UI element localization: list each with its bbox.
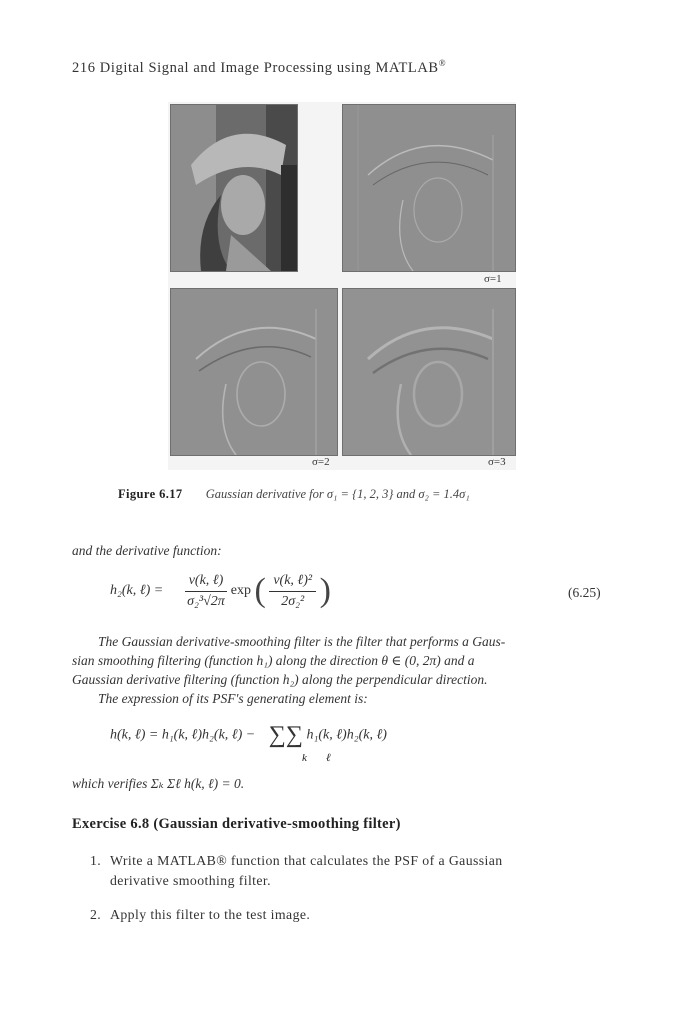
figure-caption	[118, 487, 470, 502]
edge-image-sigma-1	[343, 105, 515, 271]
paragraph-gaussian-filter	[72, 632, 610, 708]
equation-psf	[110, 722, 387, 749]
sum-l-symbol: ∑	[285, 722, 303, 748]
eq625-lhs: h₂(k, ℓ) =	[110, 583, 164, 599]
psf-lhs: h(k, ℓ) = h₁(k, ℓ)h₂(k, ℓ) −	[110, 727, 256, 743]
eq625-exp-fraction	[269, 573, 316, 610]
para1-line2: sian smoothing filtering (function h₁) along the direction θ ∈ (0, 2π) and a	[72, 653, 475, 668]
registered-mark: ®	[438, 58, 447, 68]
eq625-left-paren: (	[254, 572, 266, 609]
label-sigma-3: σ=3	[488, 456, 506, 468]
para2: The expression of its PSF's generating element is:	[98, 691, 368, 706]
sum-subscript-l: ℓ	[326, 752, 331, 764]
eq625-exp-num: v(k, ℓ)²	[269, 573, 316, 592]
exercise-item-2	[90, 905, 610, 925]
eq625-frac-den: σ₂³√2π	[187, 593, 225, 609]
eq625-frac-num: v(k, ℓ)	[185, 573, 228, 592]
equation-number-6-25: (6.25)	[568, 585, 601, 600]
panel-original	[170, 104, 298, 272]
eq625-exp-den: 2σ₂²	[281, 593, 305, 609]
item2-line1: Apply this filter to the test image.	[110, 907, 311, 922]
item1-line2: derivative smoothing filter.	[110, 873, 272, 888]
figure-6-17	[168, 102, 516, 470]
verifies-line: which verifies Σₖ Σℓ h(k, ℓ) = 0.	[72, 776, 245, 791]
lena-original-image	[171, 105, 297, 271]
item1-line1: Write a MATLAB® function that calculates the PSF of a Gaussian	[110, 853, 503, 868]
page-number: 216	[72, 59, 96, 76]
item1-number: 1.	[90, 853, 102, 868]
label-sigma-2: σ=2	[312, 456, 330, 468]
page-header	[72, 58, 446, 77]
edge-image-sigma-3	[343, 289, 515, 455]
psf-sum-rhs: h₁(k, ℓ)h₂(k, ℓ)	[306, 727, 387, 743]
eq625-right-paren: )	[319, 572, 331, 609]
eq625-exp: exp	[230, 583, 251, 599]
sum-k-symbol: ∑	[268, 722, 286, 748]
sum-subscript-k: k	[302, 752, 307, 764]
book-title: Digital Signal and Image Processing using MATLAB	[99, 59, 439, 76]
eq625-fraction	[185, 573, 228, 610]
label-sigma-1: σ=1	[484, 273, 502, 285]
panel-sigma-2	[170, 288, 338, 456]
intro-text: and the derivative function:	[72, 543, 222, 558]
exercise-item-1	[90, 851, 610, 891]
equation-6-25	[110, 572, 331, 610]
edge-image-sigma-2	[171, 289, 337, 455]
panel-sigma-3	[342, 288, 516, 456]
caption-label: Figure 6.17	[118, 487, 183, 501]
para1-line3: Gaussian derivative filtering (function h₂) along the perpendicular direction.	[72, 672, 488, 687]
exercise-heading: Exercise 6.8 (Gaussian derivative-smoothing filter)	[72, 816, 401, 832]
panel-sigma-1	[342, 104, 516, 272]
item2-number: 2.	[90, 907, 102, 922]
para1-line1: The Gaussian derivative-smoothing filter is the filter that performs a Gaus-	[98, 634, 506, 649]
caption-text: Gaussian derivative for σ₁ = {1, 2, 3} and σ₂ = 1.4σ₁	[205, 487, 470, 501]
